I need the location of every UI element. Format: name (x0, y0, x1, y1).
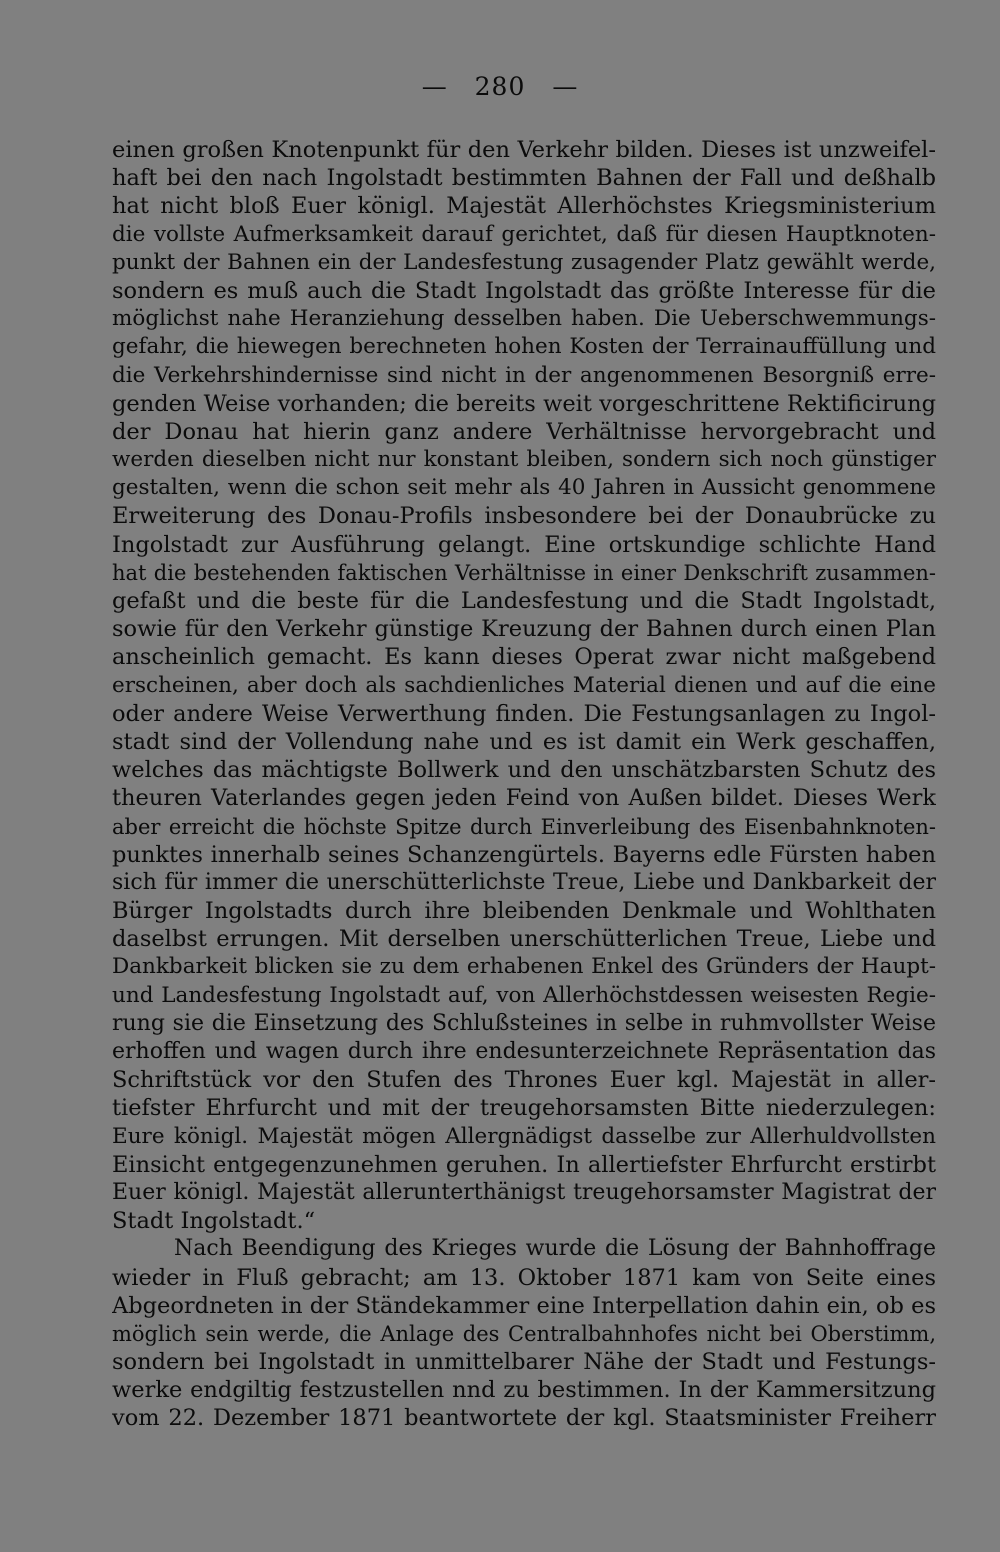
body-text (112, 136, 936, 1433)
text-line: Euer königl. Majestät allerunterthänigst treugehorsamster Magistrat der (112, 1179, 936, 1205)
text-line: erscheinen, aber doch als sachdienliches Material dienen und auf die eine (112, 672, 936, 698)
text-line: rung sie die Einsetzung des Schlußsteines in selbe in ruhmvollster Weise (112, 1010, 936, 1036)
header-dash-left: — (421, 72, 448, 101)
text-line: anscheinlich gemacht. Es kann dieses Operat zwar nicht maßgebend (112, 644, 936, 671)
text-line: welches das mächtigste Bollwerk und den unschätzbarsten Schutz des (112, 757, 936, 784)
text-line: daselbst errungen. Mit derselben unerschütterlichen Treue, Liebe und (112, 926, 936, 953)
text-line: Abgeordneten in der Ständekammer eine Interpellation dahin ein, ob es (112, 1292, 936, 1319)
text-line: oder andere Weise Verwerthung finden. Die Festungsanlagen zu Ingol- (112, 700, 936, 727)
text-line: der Donau hat hierin ganz andere Verhältnisse hervorgebracht und (112, 418, 936, 445)
text-line: und Landesfestung Ingolstadt auf, von Allerhöchstdessen weisesten Regie- (112, 982, 936, 1008)
text-line: Bürger Ingolstadts durch ihre bleibenden Denkmale und Wohlthaten (112, 898, 936, 925)
text-line: die vollste Aufmerksamkeit darauf gerichtet, daß für diesen Hauptknoten- (112, 221, 936, 247)
text-line: wieder in Fluß gebracht; am 13. Oktober 1871 kam von Seite eines (112, 1264, 936, 1291)
text-line: möglichst nahe Heranziehung desselben haben. Die Ueberschwemmungs- (112, 306, 936, 332)
text-line: einen großen Knotenpunkt für den Verkehr bilden. Dieses ist unzweifel- (112, 137, 936, 163)
text-line: Ingolstadt zur Ausführung gelangt. Eine ortskundige schlichte Hand (112, 531, 936, 558)
text-line: sondern es muß auch die Stadt Ingolstadt das größte Interesse für die (112, 277, 936, 304)
text-line: sondern bei Ingolstadt in unmittelbarer Nähe der Stadt und Festungs- (112, 1349, 936, 1376)
text-line: hat die bestehenden faktischen Verhältnisse in einer Denkschrift zusammen- (112, 560, 936, 585)
text-line: gefaßt und die beste für die Landesfestung und die Stadt Ingolstadt, (112, 588, 936, 614)
text-line: Nach Beendigung des Krieges wurde die Lösung der Bahnhoffrage (174, 1236, 936, 1262)
text-line: gestalten, wenn die schon seit mehr als 40 Jahren in Aussicht genommene (112, 475, 936, 501)
text-line: erhoffen und wagen durch ihre endesunterzeichnete Repräsentation das (112, 1039, 936, 1064)
text-line: punktes innerhalb seines Schanzengürtels. Bayerns edle Fürsten haben (112, 841, 936, 868)
text-line: Dankbarkeit blicken sie zu dem erhabenen Enkel des Gründers der Haupt- (112, 954, 936, 980)
text-line: werke endgiltig festzustellen nnd zu bestimmen. In der Kammersitzung (112, 1377, 936, 1404)
text-line: sowie für den Verkehr günstige Kreuzung der Bahnen durch einen Plan (112, 616, 936, 643)
text-line: haft bei den nach Ingolstadt bestimmten Bahnen der Fall und deßhalb (112, 165, 936, 192)
text-line: gefahr, die hiewegen berechneten hohen Kosten der Terrainauffüllung und (112, 334, 936, 360)
text-line: möglich sein werde, die Anlage des Centralbahnhofes nicht bei Oberstimm, (112, 1321, 936, 1346)
text-line: theuren Vaterlandes gegen jeden Feind von Außen bildet. Dieses Werk (112, 785, 936, 812)
text-line: Stadt Ingolstadt.“ (112, 1208, 316, 1235)
text-line: punkt der Bahnen ein der Landesfestung zusagender Platz gewählt werde, (112, 249, 936, 275)
text-line: werden dieselben nicht nur konstant bleiben, sondern sich noch günstiger (112, 447, 936, 473)
text-line: Schriftstück vor den Stufen des Thrones Euer kgl. Majestät in aller- (112, 1067, 936, 1094)
text-line: hat nicht bloß Euer königl. Majestät Allerhöchstes Kriegsministerium (112, 193, 936, 220)
text-line: die Verkehrshindernisse sind nicht in der angenommenen Besorgniß erre- (112, 362, 936, 388)
text-line: Einsicht entgegenzunehmen geruhen. In allertiefster Ehrfurcht erstirbt (112, 1151, 936, 1178)
text-line: aber erreicht die höchste Spitze durch Einverleibung des Eisenbahnknoten- (112, 814, 936, 839)
text-line: Eure königl. Majestät mögen Allergnädigst dasselbe zur Allerhuldvollsten (112, 1123, 936, 1149)
header-dash-right: — (552, 72, 579, 101)
text-line: tiefster Ehrfurcht und mit der treugehorsamsten Bitte niederzulegen: (112, 1095, 936, 1122)
text-line: Erweiterung des Donau-Profils insbesondere bei der Donaubrücke zu (112, 503, 936, 530)
text-line: genden Weise vorhanden; die bereits weit vorgeschrittene Rektificirung (112, 390, 936, 417)
page-header (0, 72, 1000, 101)
text-line: vom 22. Dezember 1871 beantwortete der kgl. Staatsminister Freiherr (112, 1405, 936, 1432)
text-line: sich für immer die unerschütterlichste Treue, Liebe und Dankbarkeit der (112, 869, 936, 895)
text-line: stadt sind der Vollendung nahe und es ist damit ein Werk geschaffen, (112, 728, 936, 755)
page-number: 280 (474, 72, 526, 101)
